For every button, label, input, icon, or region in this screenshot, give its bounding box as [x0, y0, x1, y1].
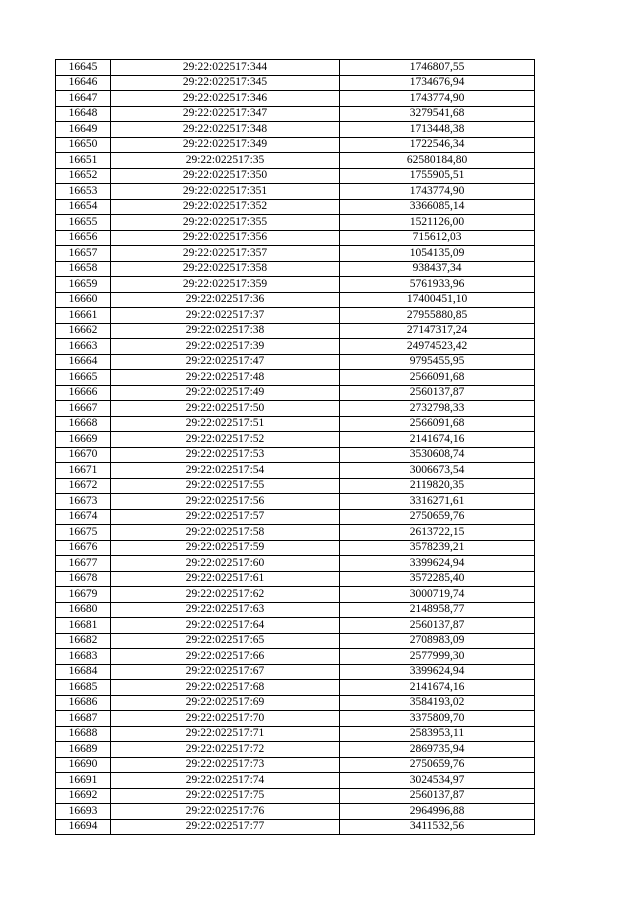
table-row: [56, 385, 535, 401]
table-row: [56, 633, 535, 649]
value-cell: 2566091,68: [340, 416, 535, 432]
value-cell: 3584193,02: [340, 695, 535, 711]
table-row: [56, 618, 535, 634]
table-row: [56, 525, 535, 541]
table-row: [56, 509, 535, 525]
value-cell: 3578239,21: [340, 540, 535, 556]
row-number-cell: 16684: [56, 664, 111, 680]
row-number-cell: 16650: [56, 137, 111, 153]
value-cell: 3000719,74: [340, 587, 535, 603]
value-cell: 2560137,87: [340, 788, 535, 804]
table-row: [56, 726, 535, 742]
row-number-cell: 16667: [56, 401, 111, 417]
row-number-cell: 16669: [56, 432, 111, 448]
cadastral-number-cell: 29:22:022517:358: [111, 261, 340, 277]
row-number-cell: 16660: [56, 292, 111, 308]
table-row: [56, 432, 535, 448]
table-row: [56, 540, 535, 556]
value-cell: 62580184,80: [340, 153, 535, 169]
value-cell: 3411532,56: [340, 819, 535, 835]
value-cell: 1743774,90: [340, 184, 535, 200]
row-number-cell: 16687: [56, 711, 111, 727]
value-cell: 2750659,76: [340, 757, 535, 773]
table-row: [56, 602, 535, 618]
cadastral-number-cell: 29:22:022517:74: [111, 773, 340, 789]
value-cell: 3366085,14: [340, 199, 535, 215]
cadastral-number-cell: 29:22:022517:62: [111, 587, 340, 603]
table-row: [56, 571, 535, 587]
value-cell: 2583953,11: [340, 726, 535, 742]
value-cell: 1713448,38: [340, 122, 535, 138]
row-number-cell: 16685: [56, 680, 111, 696]
row-number-cell: 16691: [56, 773, 111, 789]
table-row: [56, 91, 535, 107]
table-row: [56, 711, 535, 727]
value-cell: 1743774,90: [340, 91, 535, 107]
row-number-cell: 16668: [56, 416, 111, 432]
value-cell: 2148958,77: [340, 602, 535, 618]
value-cell: 1054135,09: [340, 246, 535, 262]
row-number-cell: 16670: [56, 447, 111, 463]
cadastral-number-cell: 29:22:022517:57: [111, 509, 340, 525]
row-number-cell: 16648: [56, 106, 111, 122]
table-row: [56, 587, 535, 603]
cadastral-number-cell: 29:22:022517:352: [111, 199, 340, 215]
row-number-cell: 16655: [56, 215, 111, 231]
cadastral-number-cell: 29:22:022517:56: [111, 494, 340, 510]
row-number-cell: 16657: [56, 246, 111, 262]
table-row: [56, 60, 535, 76]
cadastral-number-cell: 29:22:022517:64: [111, 618, 340, 634]
value-cell: 1521126,00: [340, 215, 535, 231]
value-cell: 1755905,51: [340, 168, 535, 184]
value-cell: 3375809,70: [340, 711, 535, 727]
value-cell: 5761933,96: [340, 277, 535, 293]
cadastral-number-cell: 29:22:022517:60: [111, 556, 340, 572]
table-row: [56, 649, 535, 665]
cadastral-number-cell: 29:22:022517:75: [111, 788, 340, 804]
table-row: [56, 788, 535, 804]
value-cell: 2560137,87: [340, 385, 535, 401]
row-number-cell: 16675: [56, 525, 111, 541]
row-number-cell: 16688: [56, 726, 111, 742]
row-number-cell: 16663: [56, 339, 111, 355]
value-cell: 3316271,61: [340, 494, 535, 510]
cadastral-number-cell: 29:22:022517:63: [111, 602, 340, 618]
row-number-cell: 16659: [56, 277, 111, 293]
table-row: [56, 75, 535, 91]
cadastral-value-table: [55, 59, 535, 835]
row-number-cell: 16652: [56, 168, 111, 184]
cadastral-number-cell: 29:22:022517:71: [111, 726, 340, 742]
table-row: [56, 556, 535, 572]
cadastral-number-cell: 29:22:022517:55: [111, 478, 340, 494]
table-row: [56, 695, 535, 711]
value-cell: 27955880,85: [340, 308, 535, 324]
cadastral-number-cell: 29:22:022517:39: [111, 339, 340, 355]
table-row: [56, 246, 535, 262]
table-row: [56, 401, 535, 417]
table-row: [56, 122, 535, 138]
row-number-cell: 16646: [56, 75, 111, 91]
row-number-cell: 16686: [56, 695, 111, 711]
cadastral-number-cell: 29:22:022517:53: [111, 447, 340, 463]
table-row: [56, 773, 535, 789]
cadastral-number-cell: 29:22:022517:73: [111, 757, 340, 773]
cadastral-number-cell: 29:22:022517:76: [111, 804, 340, 820]
value-cell: 2141674,16: [340, 432, 535, 448]
cadastral-number-cell: 29:22:022517:37: [111, 308, 340, 324]
cadastral-number-cell: 29:22:022517:52: [111, 432, 340, 448]
row-number-cell: 16689: [56, 742, 111, 758]
table-row: [56, 168, 535, 184]
row-number-cell: 16651: [56, 153, 111, 169]
cadastral-number-cell: 29:22:022517:69: [111, 695, 340, 711]
table-row: [56, 261, 535, 277]
row-number-cell: 16661: [56, 308, 111, 324]
cadastral-number-cell: 29:22:022517:36: [111, 292, 340, 308]
value-cell: 9795455,95: [340, 354, 535, 370]
row-number-cell: 16649: [56, 122, 111, 138]
value-cell: 2613722,15: [340, 525, 535, 541]
value-cell: 2750659,76: [340, 509, 535, 525]
cadastral-number-cell: 29:22:022517:61: [111, 571, 340, 587]
table-row: [56, 184, 535, 200]
row-number-cell: 16677: [56, 556, 111, 572]
table-row: [56, 680, 535, 696]
table-row: [56, 230, 535, 246]
row-number-cell: 16647: [56, 91, 111, 107]
table-row: [56, 292, 535, 308]
row-number-cell: 16683: [56, 649, 111, 665]
row-number-cell: 16682: [56, 633, 111, 649]
table-body: [56, 60, 535, 835]
row-number-cell: 16681: [56, 618, 111, 634]
table-row: [56, 804, 535, 820]
value-cell: 2577999,30: [340, 649, 535, 665]
row-number-cell: 16690: [56, 757, 111, 773]
cadastral-number-cell: 29:22:022517:68: [111, 680, 340, 696]
value-cell: 2141674,16: [340, 680, 535, 696]
value-cell: 715612,03: [340, 230, 535, 246]
table-row: [56, 463, 535, 479]
row-number-cell: 16676: [56, 540, 111, 556]
value-cell: 24974523,42: [340, 339, 535, 355]
value-cell: 2708983,09: [340, 633, 535, 649]
table-row: [56, 370, 535, 386]
cadastral-number-cell: 29:22:022517:58: [111, 525, 340, 541]
cadastral-number-cell: 29:22:022517:351: [111, 184, 340, 200]
row-number-cell: 16673: [56, 494, 111, 510]
cadastral-number-cell: 29:22:022517:59: [111, 540, 340, 556]
cadastral-number-cell: 29:22:022517:357: [111, 246, 340, 262]
cadastral-number-cell: 29:22:022517:35: [111, 153, 340, 169]
cadastral-number-cell: 29:22:022517:72: [111, 742, 340, 758]
table-row: [56, 478, 535, 494]
table-row: [56, 323, 535, 339]
value-cell: 3572285,40: [340, 571, 535, 587]
row-number-cell: 16694: [56, 819, 111, 835]
row-number-cell: 16680: [56, 602, 111, 618]
table-row: [56, 277, 535, 293]
value-cell: 27147317,24: [340, 323, 535, 339]
cadastral-number-cell: 29:22:022517:348: [111, 122, 340, 138]
table-row: [56, 416, 535, 432]
cadastral-number-cell: 29:22:022517:48: [111, 370, 340, 386]
value-cell: 3399624,94: [340, 556, 535, 572]
row-number-cell: 16672: [56, 478, 111, 494]
cadastral-number-cell: 29:22:022517:359: [111, 277, 340, 293]
value-cell: 3279541,68: [340, 106, 535, 122]
cadastral-number-cell: 29:22:022517:345: [111, 75, 340, 91]
row-number-cell: 16674: [56, 509, 111, 525]
value-cell: 2560137,87: [340, 618, 535, 634]
cadastral-number-cell: 29:22:022517:54: [111, 463, 340, 479]
row-number-cell: 16662: [56, 323, 111, 339]
table-row: [56, 137, 535, 153]
row-number-cell: 16654: [56, 199, 111, 215]
table-row: [56, 757, 535, 773]
cadastral-number-cell: 29:22:022517:349: [111, 137, 340, 153]
cadastral-number-cell: 29:22:022517:350: [111, 168, 340, 184]
value-cell: 2964996,88: [340, 804, 535, 820]
cadastral-number-cell: 29:22:022517:38: [111, 323, 340, 339]
value-cell: 1734676,94: [340, 75, 535, 91]
value-cell: 3530608,74: [340, 447, 535, 463]
row-number-cell: 16665: [56, 370, 111, 386]
cadastral-number-cell: 29:22:022517:65: [111, 633, 340, 649]
value-cell: 1722546,34: [340, 137, 535, 153]
row-number-cell: 16671: [56, 463, 111, 479]
value-cell: 17400451,10: [340, 292, 535, 308]
table-row: [56, 447, 535, 463]
cadastral-number-cell: 29:22:022517:49: [111, 385, 340, 401]
table-row: [56, 664, 535, 680]
table-row: [56, 106, 535, 122]
row-number-cell: 16692: [56, 788, 111, 804]
cadastral-number-cell: 29:22:022517:70: [111, 711, 340, 727]
cadastral-number-cell: 29:22:022517:66: [111, 649, 340, 665]
row-number-cell: 16664: [56, 354, 111, 370]
table-row: [56, 354, 535, 370]
cadastral-number-cell: 29:22:022517:355: [111, 215, 340, 231]
cadastral-number-cell: 29:22:022517:50: [111, 401, 340, 417]
row-number-cell: 16666: [56, 385, 111, 401]
row-number-cell: 16653: [56, 184, 111, 200]
table-row: [56, 199, 535, 215]
cadastral-number-cell: 29:22:022517:346: [111, 91, 340, 107]
value-cell: 3024534,97: [340, 773, 535, 789]
cadastral-number-cell: 29:22:022517:77: [111, 819, 340, 835]
table-row: [56, 308, 535, 324]
value-cell: 3399624,94: [340, 664, 535, 680]
value-cell: 3006673,54: [340, 463, 535, 479]
table-row: [56, 819, 535, 835]
row-number-cell: 16656: [56, 230, 111, 246]
cadastral-number-cell: 29:22:022517:356: [111, 230, 340, 246]
value-cell: 2566091,68: [340, 370, 535, 386]
cadastral-number-cell: 29:22:022517:47: [111, 354, 340, 370]
table-row: [56, 215, 535, 231]
value-cell: 2732798,33: [340, 401, 535, 417]
row-number-cell: 16693: [56, 804, 111, 820]
value-cell: 1746807,55: [340, 60, 535, 76]
row-number-cell: 16645: [56, 60, 111, 76]
table-row: [56, 494, 535, 510]
value-cell: 938437,34: [340, 261, 535, 277]
row-number-cell: 16679: [56, 587, 111, 603]
cadastral-number-cell: 29:22:022517:67: [111, 664, 340, 680]
row-number-cell: 16678: [56, 571, 111, 587]
cadastral-number-cell: 29:22:022517:344: [111, 60, 340, 76]
table-row: [56, 153, 535, 169]
table-row: [56, 742, 535, 758]
row-number-cell: 16658: [56, 261, 111, 277]
cadastral-number-cell: 29:22:022517:347: [111, 106, 340, 122]
cadastral-number-cell: 29:22:022517:51: [111, 416, 340, 432]
value-cell: 2119820,35: [340, 478, 535, 494]
value-cell: 2869735,94: [340, 742, 535, 758]
table-row: [56, 339, 535, 355]
